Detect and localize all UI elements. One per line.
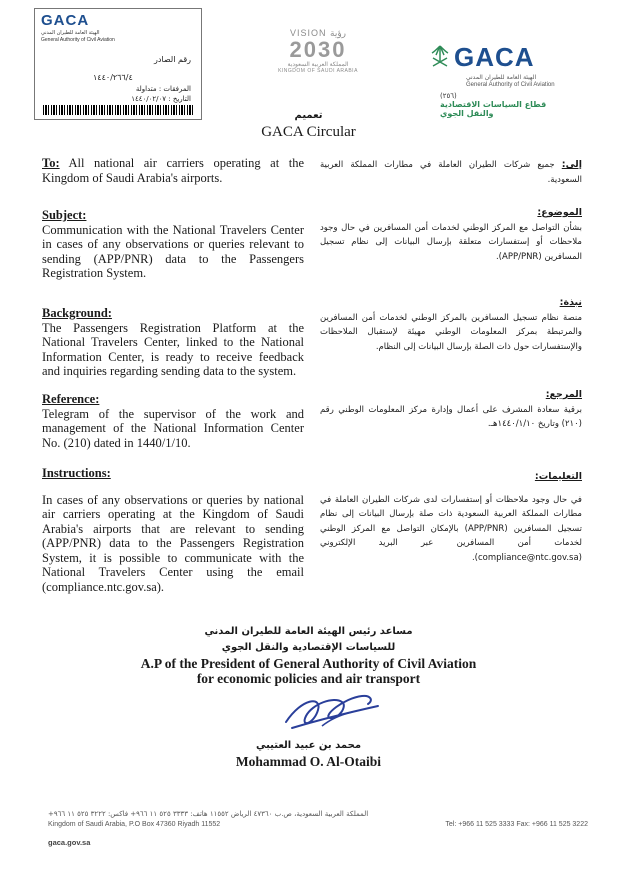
subject-text-en: Communication with the National Travelers Center in cases of any observations or queries relevant to sending (APP/PNR) data to the Passengers Registration System.	[42, 222, 304, 280]
vision-ar-kingdom: المملكة العربية السعودية	[287, 62, 349, 68]
background-section-ar	[320, 296, 582, 354]
sector-line-1: قطاع السياسات الاقتصادية	[440, 100, 547, 109]
subject-label-ar: الموضوع:	[537, 207, 582, 218]
vision-word: VISION	[289, 28, 327, 38]
instructions-section-ar	[320, 470, 582, 565]
vision-year: 2030	[289, 37, 347, 62]
subject-section-ar	[320, 206, 582, 264]
instructions-text-en: In cases of any observations or queries by national air carriers operating at the Kingdom of Saudi Arabia's airports that are relevant to sending (APP/PNR) data to the Passengers Registration System, it is possible to communicate with the National Travelers Center using the email (compliance.ntc.gov.sa).	[42, 492, 304, 594]
instructions-label-ar: التعليمات:	[534, 471, 582, 482]
subject-section-en	[42, 208, 304, 281]
to-label-en: To:	[42, 156, 60, 170]
reference-section-en	[42, 392, 304, 450]
gaca-logo	[430, 42, 590, 92]
gaca-wordmark: GACA	[454, 42, 535, 72]
reference-label-ar: المرجع:	[545, 389, 582, 400]
stamp-en-name: General Authority of Civil Aviation	[41, 37, 115, 43]
background-text-en: The Passengers Registration Platform at the National Travelers Center, linked to the National Information Center, is ready to receive feedback and inquiries regarding sending data to the system.	[42, 320, 304, 378]
stamp-logo-text: GACA	[41, 12, 90, 29]
subject-text-ar: بشأن التواصل مع المركز الوطني لخدمات أمن المسافرين في حال وجود ملاحظات أو إستفسارات متعلقة بإرسال البيانات إلى نظام تسجيل المسافرين (APP/PNR).	[320, 222, 582, 262]
sector-line-2: والنقل الجوي	[440, 109, 494, 118]
to-section-en	[42, 156, 304, 185]
footer-website[interactable]: gaca.gov.sa	[48, 838, 91, 847]
footer-tel: Tel: +966 11 525 3333	[445, 821, 515, 828]
handwritten-signature	[282, 688, 382, 736]
vision-2030-logo	[262, 28, 374, 74]
vision-en-kingdom: KINGDOM OF SAUDI ARABIA	[278, 68, 358, 74]
signatory-name-en: Mohammad O. Al-Otaibi	[235, 754, 382, 769]
gaca-en-name: General Authority of Civil Aviation	[466, 82, 555, 88]
footer-address-ar: المملكة العربية السعودية، ص.ب ٤٧٣٦٠ الرياض ١١٥٥٢ هاتف: ٣٣٣٣ ٥٢٥ ١١ ٩٦٦+ فاكس: ٣٢٢٢ ٥٢٥ ١١ ٩٦٦+	[48, 810, 369, 818]
reference-section-ar	[320, 388, 582, 432]
instructions-label-en: Instructions:	[42, 466, 111, 480]
to-label-ar: إلى:	[561, 159, 582, 170]
instructions-section-en	[42, 466, 304, 594]
page-footer	[48, 810, 588, 847]
signatory-name-ar: محمد بن عبيد العتيبي	[255, 740, 362, 751]
footer-fax: Fax: +966 11 525 3222	[516, 821, 588, 828]
reference-text-ar: برقية سعادة المشرف على أعمال وإدارة مركز المعلومات الوطني رقم (٢١٠) وتاريخ ١٤٤٠/١/١٠هـ.	[320, 404, 582, 429]
background-section-en	[42, 306, 304, 379]
reference-text-en: Telegram of the supervisor of the work and management of the National Information Center No. (210) dated in 1440/1/10.	[42, 406, 304, 450]
subject-label-en: Subject:	[42, 208, 87, 222]
to-text-ar: جميع شركات الطيران العاملة في مطارات المملكة العربية السعودية.	[320, 160, 582, 185]
background-text-ar: منصة نظام تسجيل المسافرين بالمركز الوطني لخدمات أمن المسافرين والمرتبطة بمركز المعلومات الوطني مهيئة لإستقبال الملاحظات والإستفسارات حول ذات الصلة بإرسال البيانات إلى النظام.	[320, 312, 582, 352]
signatory-title-ar-2: للسياسات الإقتصادية والنقل الجوي	[221, 642, 396, 653]
signatory-title-ar-1: مساعد رئيس الهيئة العامة للطيران المدني	[204, 626, 413, 637]
to-section-ar	[320, 158, 582, 187]
reference-label-en: Reference:	[42, 392, 100, 406]
vision-ar-word: رؤية	[330, 28, 347, 38]
stamp-logo	[41, 12, 89, 30]
stamp-ar-name: الهيئة العامة للطيران المدني	[41, 30, 100, 36]
stamp-ref-value: ١٤٤٠/٢٦٦/٤	[93, 73, 133, 82]
circular-title-ar: تعميم	[294, 110, 323, 121]
circular-title-en: GACA Circular	[261, 124, 356, 140]
gaca-ar-name: الهيئة العامة للطيران المدني	[466, 74, 537, 81]
outgoing-stamp	[34, 8, 202, 120]
stamp-date: التاريخ : ١٤٤٠/٠٢/٠٧	[131, 95, 191, 103]
sector-number: (٢٥٦)	[440, 92, 457, 100]
stamp-attachments: المرفقات : متداولة	[135, 85, 191, 93]
stamp-ref-label: رقم الصادر	[153, 55, 191, 64]
background-label-ar: نبذة:	[559, 297, 582, 308]
footer-address-en: Kingdom of Saudi Arabia, P.O Box 47360 Riyadh 11552	[48, 821, 221, 828]
instructions-text-ar: في حال وجود ملاحظات أو إستفسارات لدى شركات الطيران العاملة في مطارات المملكة العربية السعودية ذات صلة بإرسال البيانات إلى نظام تسجيل المسافرين (APP/PNR) بالإمكان التواصل مع المركز الوطني لخدمات أمن المسافرين عبر البريد الإلكتروني (compliance@ntc.gov.sa).	[320, 494, 582, 563]
to-text-en: All national air carriers operating at the Kingdom of Saudi Arabia's airports.	[42, 156, 304, 185]
background-label-en: Background:	[42, 306, 112, 320]
palm-swords-icon	[430, 44, 450, 70]
signatory-title-en-2: for economic policies and air transport	[196, 671, 421, 686]
signatory-title-en-1: A.P of the President of General Authority of Civil Aviation	[140, 656, 477, 671]
